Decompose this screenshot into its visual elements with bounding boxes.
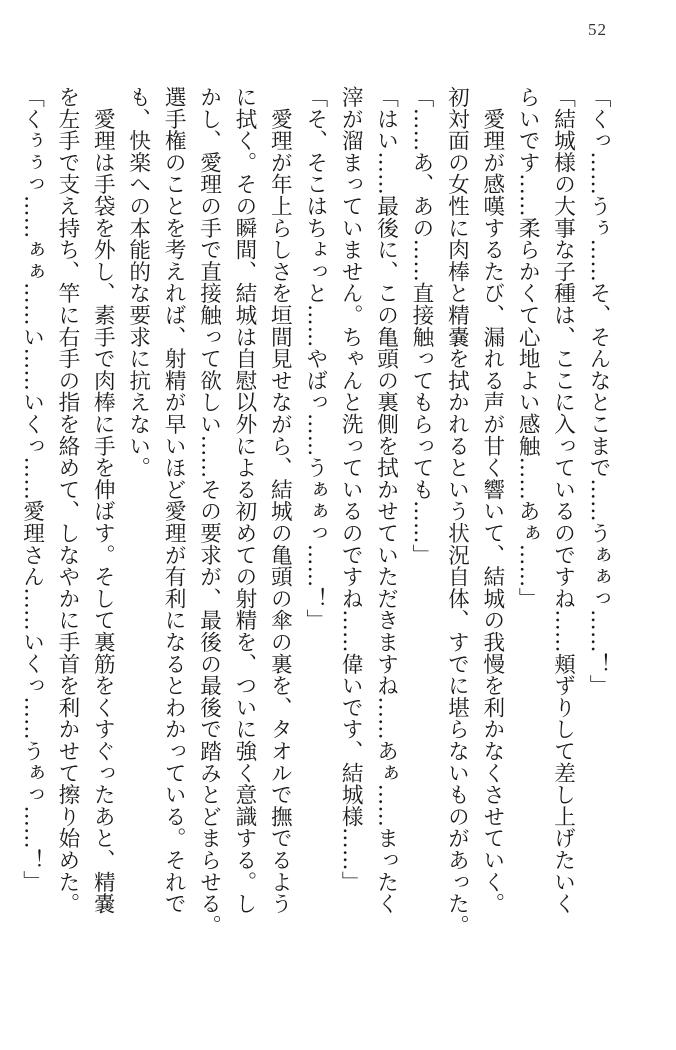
text-line: 愛理が感嘆するたび、漏れる声が甘く響いて、結城の我慢を利かなくさせていく。 [479,86,505,915]
text-line: 愛理が年上らしさを垣間見せながら、結城の亀頭の傘の裏を、タオルで撫でるよう [267,86,293,915]
text-line: 滓が溜まっていません。ちゃんと洗っているのですね……偉いです、結城様……」 [338,86,364,893]
text-line: らいです……柔らかくて心地よい感触……あぁ……」 [515,86,541,610]
text-line: 「くっ……うぅ……そ、そんなとこまで……うぁぁっ……！」 [586,86,611,697]
text-line: に拭く。その瞬間、結城は自慰以外による初めての射精を、ついに強く意識する。し [231,86,257,915]
text-line: 「そ、そこはちょっと……やばっ……うぁぁっ……！」 [302,86,328,631]
text-line: 愛理は手袋を外し、素手で肉棒に手を伸ばす。そして裏筋をくすぐったあと、精嚢 [90,86,116,915]
text-line: 「……あ、あの……直接触ってもらっても……」 [408,86,434,566]
text-line: も、快楽への本能的な要求に抗えない。 [125,86,151,479]
text-line: かし、愛理の手で直接触って欲しい……その要求が、最後の最後で踏みとどまらせる。 [196,86,222,937]
vertical-text-body [14,86,616,1020]
page-number: 52 [588,20,607,39]
text-line: を左手で支え持ち、竿に右手の指を絡めて、しなやかに手首を利かせて擦り始めた。 [54,86,80,915]
text-line: 「くぅぅっ……ぁぁ……い……いくっ……愛理さん……いくっ……うぁっ……！」 [19,86,45,893]
text-line: 「はい……最後に、この亀頭の裏側を拭かせていただきますね……あぁ……まったく [373,86,399,915]
text-line: 「結城様の大事な子種は、ここに入っているのですね……頬ずりして差し上げたいく [550,86,576,915]
text-line: 選手権のことを考えれば、射精が早いほど愛理が有利になるとわかっている。それで [161,86,187,915]
text-line: 初対面の女性に肉棒と精嚢を拭かれるという状況自体、すでに堪らないものがあった。 [444,86,470,937]
